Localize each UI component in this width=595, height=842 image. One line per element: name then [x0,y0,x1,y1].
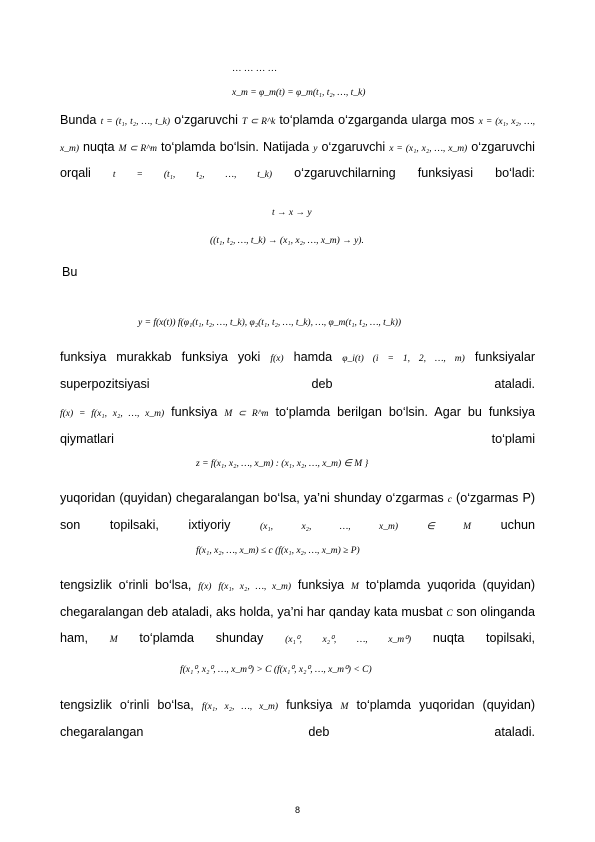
formula-x-tuple: x = (x₁, x₂, …, x_m) [60,117,536,154]
paragraph-6: tengsizlik o‘rinli bo‘lsa, f(x₁, x₂, …, x_m) funksiya M to‘plamda yuqoridan (quyidan) chegaralangan deb ataladi. [60,698,536,739]
paragraph-5: tengsizlik o‘rinli bo‘lsa, f(x) f(x₁, x₂, …, x_m) funksiya M to‘plamda yuqorida (quyidan) chegaralangan deb ataladi, aks holda, ya’ni har qanday kata musbat C son olinganda ham, M to‘plamda shunday (x₁⁰, x₂⁰, …, x_m⁰) nuqta topilsaki, [60,578,536,645]
paragraph-1: Bunda t = (t₁, t₂, …, t_k) o‘zgaruvchi T ⊂ R^k to‘plamda o‘zgarganda ularga mos x = (x₁, x₂, …, x_m) nuqta M ⊂ R^m to‘plamda bo‘lsin. Natijada y o‘zgaruvchi x = (x₁, x₂, …, x_m) o‘zgaruvchi orqali t = (t₁, t₂, …, t_k) o‘zgaruvchilarning funksiyasi bo‘ladi: [60,113,536,180]
formula-fx-definition: f(x) = f(x₁, x₂, …, x_m) [60,409,165,419]
paragraph-3: f(x) = f(x₁, x₂, …, x_m) funksiya M ⊂ R^m to‘plamda berilgan bo‘lsin. Agar bu funksiya qiymatlari to‘plami [60,405,536,446]
bu-word: Bu [62,265,78,279]
formula-inequality-1: f(x₁, x₂, …, x_m) ≤ c (f(x₁, x₂, …, x_m) ≥ P) [196,546,360,556]
paragraph-4: yuqoridan (quyidan) chegaralangan bo‘lsa, ya’ni shunday o‘zgarmas c (o‘zgarmas P) son topilsaki, ixtiyoriy (x₁, x₂, …, x_m) ∈ M uchun [60,491,536,532]
formula-point-in-M: (x₁, x₂, …, x_m) ∈ M [259,521,472,532]
formula-x-tuple-2: x = (x₁, x₂, …, x_m) [389,143,468,154]
formula-mapping-2: ((t₁, t₂, …, t_k) → (x₁, x₂, …, x_m) → y). [210,236,364,246]
formula-c: c [447,495,452,505]
formula-value-set: z = f(x₁, x₂, …, x_m) : (x₁, x₂, …, x_m) ∈ M } [196,459,369,469]
formula-f-paren: f(x) [198,582,212,592]
formula-t-tuple: t = (t₁, t₂, …, t_k) [100,117,171,127]
formula-M: M [351,582,359,592]
formula-f-args-2: f(x₁, x₂, …, x_m) [201,702,279,712]
formula-C: C [446,608,453,619]
formula-composite-function: y = f(x(t)) f(φ₁(t₁, t₂, …, t_k), φ₂(t₁, t₂, …, t_k), …, φ_m(t₁, t₂, …, t_k)) [138,318,402,328]
formula-t-tuple-2: t = (t₁, t₂, …, t_k) [112,170,273,180]
formula-point-zero: (x₁⁰, x₂⁰, …, x_m⁰) [285,635,412,645]
page-number: 8 [294,805,300,815]
formula-f-args: f(x₁, x₂, …, x_m) [218,582,292,592]
formula-M-2: M [109,635,118,645]
formula-phi-i: φ_i(t) (i = 1, 2, …, m) [342,354,465,364]
formula-xm-definition: x_m = φ_m(t) = φ_m(t₁, t₂, …, t_k) [232,88,366,98]
formula-inequality-2: f(x₁⁰, x₂⁰, …, x_m⁰) > C (f(x₁⁰, x₂⁰, …, x_m⁰) < C) [180,665,372,675]
paragraph-2: funksiya murakkab funksiya yoki f(x) hamda φ_i(t) (i = 1, 2, …, m) funksiyalar superpozitsiyasi deb ataladi. [60,350,536,391]
formula-fx: f(x) [270,354,284,364]
ellipsis-row: … … … … [232,64,278,74]
formula-T-subset: T ⊂ R^k [242,117,276,127]
formula-M-3: M [340,702,349,712]
formula-y: y [313,143,318,154]
formula-M-subset-2: M ⊂ R^m [224,409,269,419]
formula-M-subset: M ⊂ R^m [118,143,157,154]
formula-mapping-1: t → x → y [272,208,312,218]
